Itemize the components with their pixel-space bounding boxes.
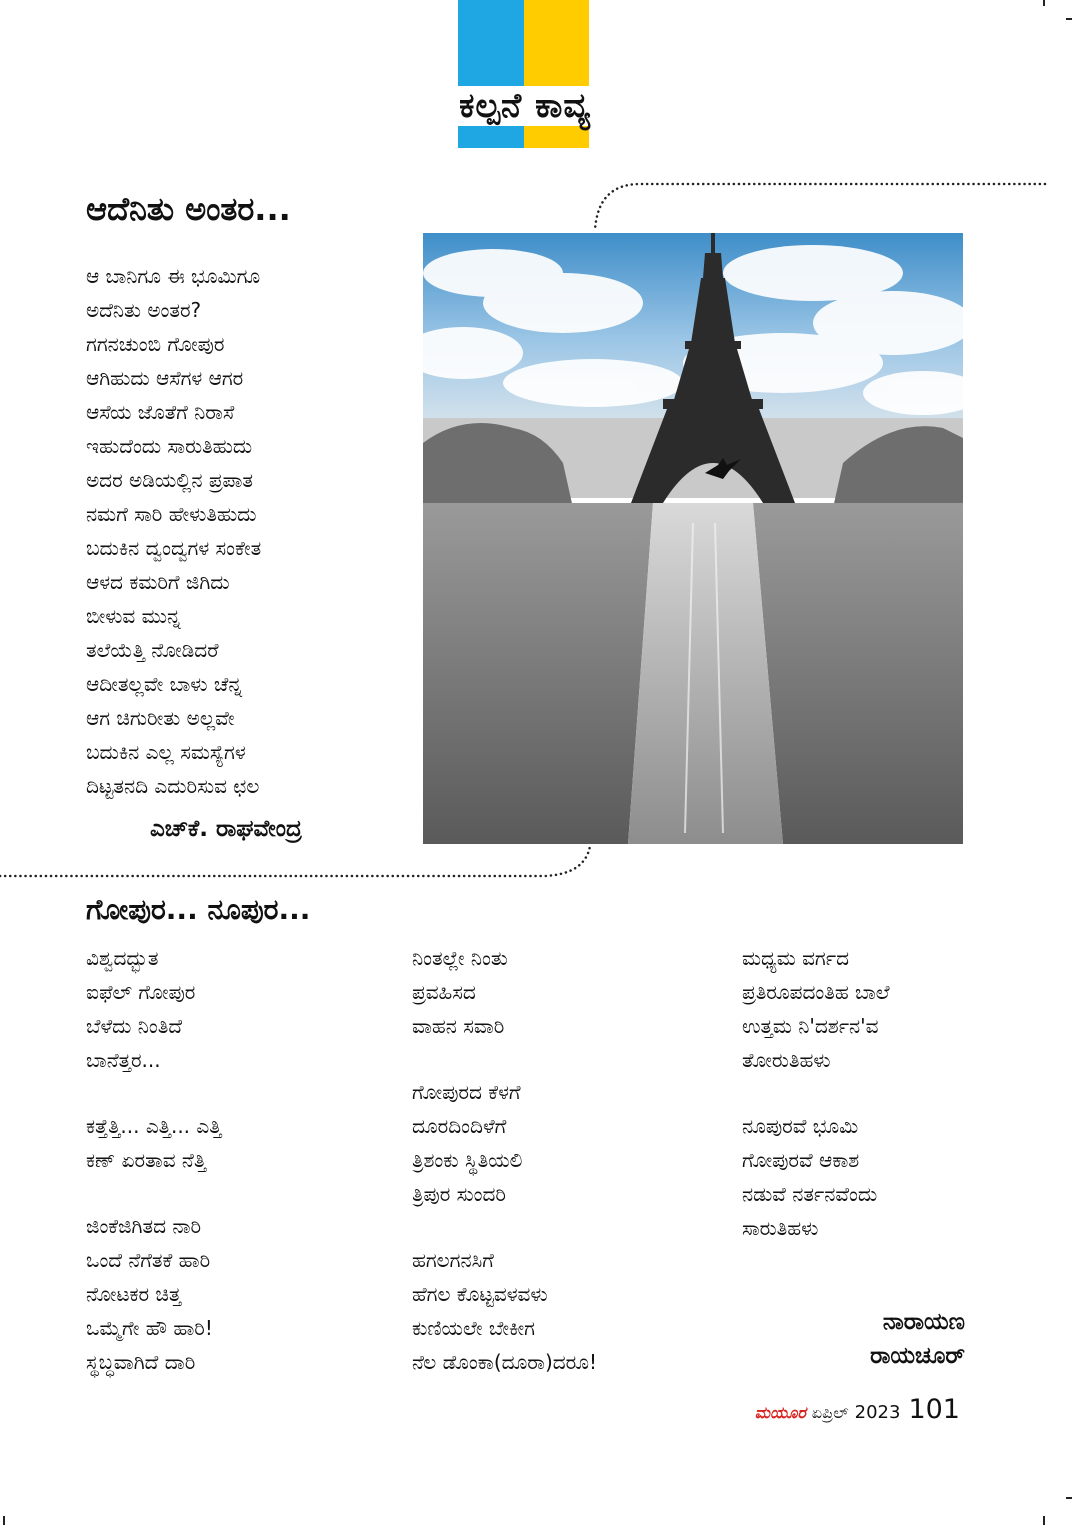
poem-line: ಆದೀತಲ್ಲವೇ ಬಾಳು ಚೆನ್ನ bbox=[86, 672, 243, 696]
crop-mark-right-bottom bbox=[1066, 1497, 1072, 1499]
poem-line: ಐಫೆಲ್ ಗೋಪುರ bbox=[86, 980, 196, 1004]
crop-mark-right-top bbox=[1066, 18, 1072, 20]
dotted-divider-bottom bbox=[0, 846, 590, 876]
author-last-name: ರಾಯಚೂರ್ bbox=[870, 1343, 965, 1369]
blue-strip bbox=[458, 126, 524, 148]
poem-title: ಆದೆನಿತು ಅಂತರ... bbox=[86, 190, 291, 228]
poem-column-2 bbox=[412, 941, 597, 1379]
poem-line: ತ್ರಿಪುರ ಸುಂದರಿ bbox=[412, 1182, 506, 1206]
poem-column-1 bbox=[86, 941, 222, 1379]
crop-mark-bottom-left bbox=[3, 1516, 5, 1525]
poem-line: ಗೋಪುರದ ಕೆಳಗೆ bbox=[412, 1080, 521, 1104]
poem-line: ಕತ್ತೆತ್ತಿ... ಎತ್ತಿ... ಎತ್ತಿ bbox=[86, 1114, 222, 1138]
yellow-block bbox=[524, 0, 589, 86]
ground-right bbox=[753, 503, 963, 844]
poem-line: ಸಾರುತಿಹಳು bbox=[742, 1216, 819, 1240]
poem-line: ವಿಶ್ವದದ್ಭುತ bbox=[86, 946, 159, 970]
stanza-gap bbox=[412, 1211, 597, 1243]
poem-line: ದಿಟ್ಟತನದಿ ಎದುರಿಸುವ ಛಲ bbox=[86, 774, 260, 798]
poem-line: ಹಗಲಗನಸಿಗೆ bbox=[412, 1248, 494, 1272]
poem-line: ಕಣ್ ಏರತಾವ ನೆತ್ತಿ bbox=[86, 1148, 207, 1172]
magazine-name: ಮಯೂರ bbox=[754, 1403, 806, 1422]
poem-line: ನೋಟಕರ ಚಿತ್ತ bbox=[86, 1282, 182, 1306]
poem-title: ಗೋಪುರ... ನೂಪುರ... bbox=[86, 893, 311, 926]
poem-line: ನಮಗೆ ಸಾರಿ ಹೇಳುತಿಹುದು bbox=[86, 502, 257, 526]
poem-line: ಪ್ರತಿರೂಪದಂತಿಹ ಬಾಲೆ bbox=[742, 980, 890, 1004]
stanza-gap bbox=[86, 1177, 222, 1209]
poem-line: ಆಸೆಯ ಜೊತೆಗೆ ನಿರಾಸೆ bbox=[86, 400, 235, 424]
poem-line: ನಿಂತಲ್ಲೇ ನಿಂತು bbox=[412, 946, 508, 970]
poem-line: ಮಧ್ಯಮ ವರ್ಗದ bbox=[742, 946, 850, 970]
poem-line: ಗೋಪುರವೆ ಆಕಾಶ bbox=[742, 1148, 860, 1172]
poem-line: ಆಗಿಹುದು ಆಸೆಗಳ ಆಗರ bbox=[86, 366, 244, 390]
crop-mark-top bbox=[1043, 0, 1045, 6]
poem-line: ನಡುವೆ ನರ್ತನವೆಂದು bbox=[742, 1182, 878, 1206]
issue-month: ಏಪ್ರಿಲ್ bbox=[811, 1403, 849, 1422]
poem-line: ಜಿಂಕೆಜಿಗಿತದ ನಾರಿ bbox=[86, 1214, 202, 1238]
poem-line: ಕುಣಿಯಲೇ ಬೇಕೀಗ bbox=[412, 1316, 535, 1340]
poem-line: ಬದುಕಿನ ದ್ವಂದ್ವಗಳ ಸಂಕೇತ bbox=[86, 536, 262, 560]
poem-line: ತೋರುತಿಹಳು bbox=[742, 1048, 831, 1072]
stanza-gap bbox=[742, 1077, 890, 1109]
poem-line: ನೆಲ ಡೊಂಕಾ(ದೂರಾ)ದರೂ! bbox=[412, 1350, 598, 1374]
crop-mark-bottom bbox=[1043, 1516, 1045, 1525]
poem-line: ಸ್ಥಬ್ಧವಾಗಿದೆ ದಾರಿ bbox=[86, 1350, 196, 1374]
eiffel-tower-illustration bbox=[423, 233, 963, 844]
poem-line: ಒಮ್ಮೆಗೇ ಹೌ ಹಾರಿ! bbox=[86, 1316, 213, 1340]
page-footer bbox=[755, 1394, 960, 1425]
poem-line: ಅದೆನಿತು ಅಂತರ? bbox=[86, 298, 202, 322]
poem-author bbox=[760, 1305, 965, 1373]
poem-line: ಬಾನೆತ್ತರ... bbox=[86, 1048, 161, 1072]
blue-block bbox=[458, 0, 524, 86]
poem-line: ನೂಪುರವೆ ಭೂಮಿ bbox=[742, 1114, 859, 1138]
poem-column-3 bbox=[742, 941, 890, 1245]
poem-line: ಆಗ ಚಿಗುರೀತು ಅಲ್ಲವೇ bbox=[86, 706, 235, 730]
page-number: 101 bbox=[908, 1394, 960, 1425]
poem-line: ಬೀಳುವ ಮುನ್ನ bbox=[86, 604, 181, 628]
section-title: ಕಲ್ಪನೆ ಕಾವ್ಯ bbox=[459, 86, 591, 126]
poem-line: ಪ್ರವಹಿಸದ bbox=[412, 980, 476, 1004]
poem-line: ಅದರ ಅಡಿಯಲ್ಲಿನ ಪ್ರಪಾತ bbox=[86, 468, 254, 492]
stanza-gap bbox=[412, 1043, 597, 1075]
poem-line: ಇಹುದೆಂದು ಸಾರುತಿಹುದು bbox=[86, 434, 253, 458]
poem-line: ಆಳದ ಕಮರಿಗೆ ಜಿಗಿದು bbox=[86, 570, 230, 594]
poem-author: ಎಚ್‌ಕೆ. ರಾಘವೇಂದ್ರ bbox=[150, 816, 302, 842]
poem-lines bbox=[86, 259, 261, 803]
poem-line: ಬದುಕಿನ ಎಲ್ಲ ಸಮಸ್ಯೆಗಳ bbox=[86, 740, 246, 764]
issue-year: 2023 bbox=[854, 1402, 901, 1423]
poem-line: ಬೆಳೆದು ನಿಂತಿದೆ bbox=[86, 1014, 183, 1038]
poem-line: ಆ ಬಾನಿಗೂ ಈ ಭೂಮಿಗೂ bbox=[86, 264, 261, 288]
poem-line: ತಲೆಯೆತ್ತಿ ನೋಡಿದರೆ bbox=[86, 638, 219, 662]
poem-line: ಉತ್ತಮ ನಿ'ದರ್ಶನ'ವ bbox=[742, 1014, 879, 1038]
stanza-gap bbox=[86, 1077, 222, 1109]
poem-line: ದೂರದಿಂದಿಳೆಗೆ bbox=[412, 1114, 507, 1138]
poem-line: ಒಂದೆ ನೆಗೆತಕೆ ಹಾರಿ bbox=[86, 1248, 211, 1272]
poem-line: ವಾಹನ ಸವಾರಿ bbox=[412, 1014, 505, 1038]
dotted-divider-top bbox=[595, 184, 1045, 230]
yellow-strip bbox=[524, 126, 589, 148]
poem-line: ಗಗನಚುಂಬಿ ಗೋಪುರ bbox=[86, 332, 225, 356]
author-first-name: ನಾರಾಯಣ bbox=[882, 1309, 965, 1335]
poem-line: ತ್ರಿಶಂಕು ಸ್ಥಿತಿಯಲಿ bbox=[412, 1148, 523, 1172]
poem-line: ಹೆಗಲ ಕೊಟ್ಟವಳವಳು bbox=[412, 1282, 548, 1306]
ground-left bbox=[423, 503, 653, 844]
